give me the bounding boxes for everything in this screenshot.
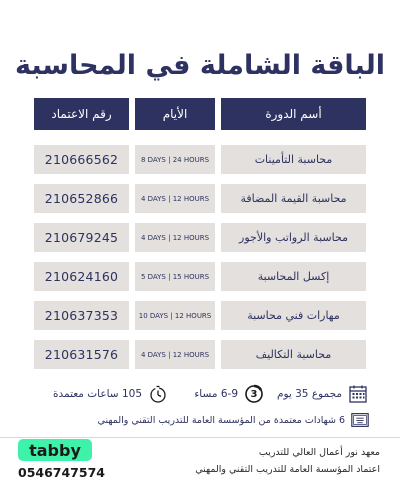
total-hours — [53, 384, 168, 404]
course-name: محاسبة التأمينات — [221, 145, 366, 174]
course-duration: 4 DAYS | 12 HOURS — [135, 184, 215, 213]
course-duration: 8 DAYS | 24 HOURS — [135, 145, 215, 174]
header-accreditation-number: رقم الاعتماد — [34, 98, 129, 130]
class-time — [194, 384, 264, 404]
accreditation-number: 210631576 — [34, 340, 129, 369]
accreditation-text: اعتماد المؤسسة العامة للتدريب التقني والمهني — [195, 464, 380, 475]
institute-name: معهد نور أعمال العالي للتدريب — [258, 447, 380, 458]
table-header — [34, 98, 366, 130]
total-days — [277, 384, 368, 404]
table-row — [34, 145, 366, 174]
page-title: الباقة الشاملة في المحاسبة — [15, 50, 385, 81]
course-duration: 5 DAYS | 15 HOURS — [135, 262, 215, 291]
course-table — [34, 145, 366, 379]
course-name: محاسبة الرواتب والأجور — [221, 223, 366, 252]
accreditation-number: 210652866 — [34, 184, 129, 213]
accreditation-number: 210637353 — [34, 301, 129, 330]
certificates-text: 6 شهادات معتمدة من المؤسسة العامة للتدريب التقني والمهني — [97, 414, 345, 426]
course-name: مهارات فني محاسبة — [221, 301, 366, 330]
table-row — [34, 301, 366, 330]
course-name: إكسل المحاسبة — [221, 262, 366, 291]
header-days: الأيام — [135, 98, 215, 130]
tabby-logo: tabby — [18, 439, 92, 461]
class-time-text: 6-9 مساء — [194, 388, 238, 400]
table-row — [34, 184, 366, 213]
clock-icon — [244, 384, 264, 404]
course-duration: 4 DAYS | 12 HOURS — [135, 223, 215, 252]
certificate-icon — [350, 410, 370, 430]
institute-info — [195, 444, 380, 478]
course-name: محاسبة القيمة المضافة — [221, 184, 366, 213]
course-duration: 4 DAYS | 12 HOURS — [135, 340, 215, 369]
table-row — [34, 223, 366, 252]
total-hours-text: 105 ساعات معتمدة — [52, 388, 142, 400]
header-course-name: أسم الدورة — [221, 98, 366, 130]
course-summary — [0, 382, 400, 408]
accreditation-number: 210666562 — [34, 145, 129, 174]
table-row — [34, 340, 366, 369]
certificates-info — [98, 410, 370, 430]
course-duration: 10 DAYS | 12 HOURS — [135, 301, 215, 330]
timer-icon — [148, 384, 168, 404]
calendar-icon — [348, 384, 368, 404]
total-days-text: مجموع 35 يوم — [276, 388, 342, 400]
phone-number[interactable]: 0546747574 — [18, 465, 105, 480]
course-name: محاسبة التكاليف — [221, 340, 366, 369]
accreditation-number: 210679245 — [34, 223, 129, 252]
accreditation-number: 210624160 — [34, 262, 129, 291]
footer-divider — [0, 437, 400, 438]
table-row — [34, 262, 366, 291]
clock-number: 3 — [250, 388, 258, 400]
